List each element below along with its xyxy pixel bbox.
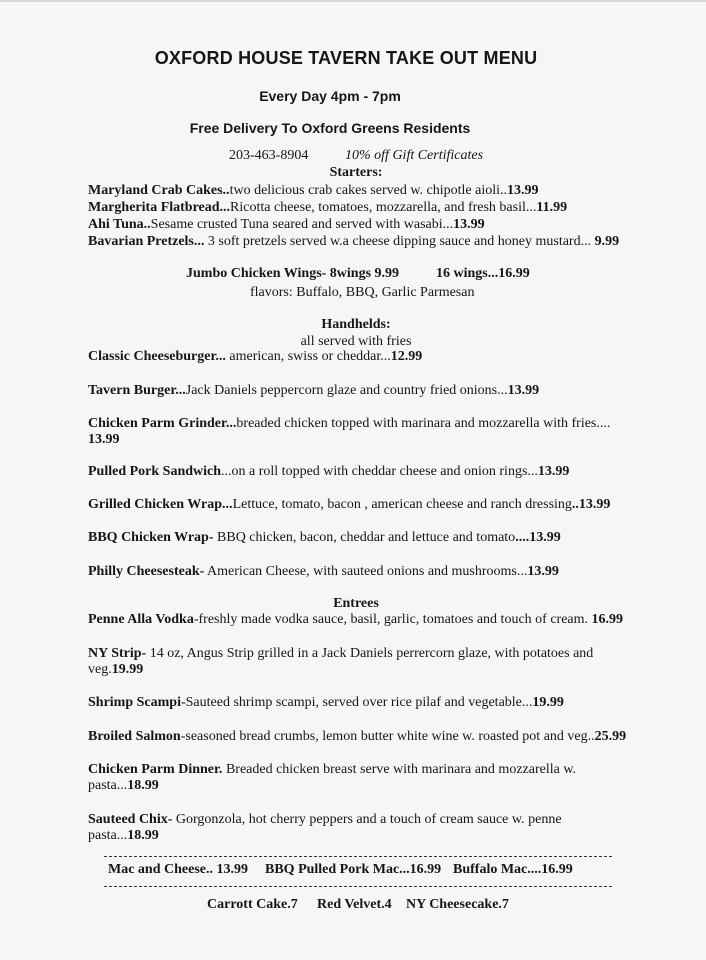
wings-8-price: Jumbo Chicken Wings- 8wings 9.99 (186, 266, 400, 281)
menu-title: OXFORD HOUSE TAVERN TAKE OUT MENU (154, 48, 538, 68)
item-price: ..13.99 (571, 497, 611, 512)
item-price: 18.99 (127, 828, 159, 843)
item-price: 25.99 (594, 729, 627, 744)
gift-certificate-offer: 10% off Gift Certificates (345, 148, 484, 163)
item-price: ....13.99 (515, 530, 561, 545)
item-name: Maryland Crab Cakes.. (88, 183, 230, 198)
handhelds-heading: Handhelds: (321, 317, 391, 332)
item-name: NY Strip- (88, 646, 147, 661)
menu-item (88, 812, 618, 844)
menu-item (88, 729, 627, 745)
dashed-divider (104, 856, 612, 857)
menu-item (88, 497, 618, 513)
menu-item (88, 217, 618, 233)
menu-item (88, 762, 618, 794)
item-name: Broiled Salmon (88, 729, 181, 744)
item-name: Chicken Parm Dinner. (88, 762, 223, 777)
item-price: 12.99 (390, 349, 423, 364)
item-desc: Sesame crusted Tuna seared and served with wasabi... (150, 217, 454, 232)
page-edge (0, 0, 706, 2)
menu-item (88, 200, 618, 216)
dashed-divider (104, 886, 612, 887)
item-name: Margherita Flatbread... (88, 200, 231, 215)
item-desc: -freshly made vodka sauce, basil, garlic, tomatoes and touch of cream. (193, 612, 592, 627)
item-desc: american, swiss or cheddar... (225, 349, 391, 364)
mac-and-cheese: Mac and Cheese.. 13.99 (108, 862, 248, 877)
menu-item (88, 464, 618, 480)
item-desc: Breaded chicken breast serve with marinara and mozzarella w. pasta... (88, 762, 577, 793)
item-desc: Gorgonzola, hot cherry peppers and a touch of cream sauce w. penne pasta... (88, 812, 562, 843)
delivery-line: Free Delivery To Oxford Greens Residents (189, 120, 471, 136)
menu-item (88, 183, 618, 199)
item-desc: BBQ chicken, bacon, cheddar and lettuce and tomato (213, 530, 516, 545)
item-desc: 3 soft pretzels served w.a cheese dipping sauce and honey mustard... (204, 234, 595, 249)
item-price: 19.99 (111, 662, 144, 677)
item-name: Shrimp Scampi (88, 695, 181, 710)
item-desc: 14 oz, Angus Strip grilled in a Jack Daniels perrercorn glaze, with potatoes and veg. (88, 646, 594, 677)
handhelds-note: all served with fries (300, 334, 412, 349)
item-price: 13.99 (527, 564, 559, 579)
item-price: 13.99 (507, 183, 539, 198)
item-desc: -Sauteed shrimp scampi, served over rice pilaf and vegetable... (180, 695, 533, 710)
phone-number: 203-463-8904 (229, 148, 309, 163)
item-price: 11.99 (536, 200, 568, 215)
menu-item (88, 695, 618, 711)
item-desc: Lettuce, tomato, bacon , american cheese and ranch dressing (232, 497, 572, 512)
menu-item (88, 612, 624, 628)
item-price: 9.99 (594, 234, 620, 249)
item-name: Sauteed Chix- (88, 812, 173, 827)
wing-flavors: flavors: Buffalo, BBQ, Garlic Parmesan (250, 285, 475, 300)
item-price: 13.99 (88, 432, 120, 447)
entrees-heading: Entrees (333, 596, 379, 611)
item-desc: ...on a roll topped with cheddar cheese and onion rings... (221, 464, 538, 479)
item-price: 16.99 (591, 612, 624, 627)
menu-item (88, 646, 618, 678)
item-price: 13.99 (453, 217, 485, 232)
menu-item (88, 530, 618, 546)
item-price: 13.99 (537, 464, 570, 479)
menu-item (88, 349, 618, 365)
item-desc: breaded chicken topped with marinara and mozzarella with fries.... (236, 416, 611, 431)
menu-item (88, 234, 618, 250)
item-price: 13.99 (507, 383, 540, 398)
wings-line (186, 266, 530, 282)
item-price: 18.99 (127, 778, 159, 793)
item-name: Tavern Burger... (88, 383, 186, 398)
item-name: Philly Cheesesteak- (88, 564, 205, 579)
bbq-pulled-pork-mac: BBQ Pulled Pork Mac...16.99 (265, 862, 442, 877)
menu-item (88, 416, 618, 448)
item-name: Classic Cheeseburger... (88, 349, 226, 364)
item-desc: Ricotta cheese, tomatoes, mozzarella, and fresh basil... (230, 200, 537, 215)
item-price: 19.99 (532, 695, 564, 710)
menu-item (88, 564, 618, 580)
item-name: Bavarian Pretzels... (88, 234, 205, 249)
item-name: Chicken Parm Grinder... (88, 416, 237, 431)
red-velvet: Red Velvet.4 (317, 897, 392, 912)
carrot-cake: Carrott Cake.7 (207, 897, 298, 912)
item-name: Pulled Pork Sandwich (88, 464, 222, 479)
item-name: Penne Alla Vodka (88, 612, 194, 627)
item-name: Grilled Chicken Wrap... (88, 497, 233, 512)
item-desc: two delicious crab cakes served w. chipotle aioli.. (229, 183, 508, 198)
item-desc: American Cheese, with sauteed onions and mushrooms... (204, 564, 528, 579)
item-name: Ahi Tuna.. (88, 217, 151, 232)
buffalo-mac: Buffalo Mac....16.99 (453, 862, 573, 877)
item-desc: Jack Daniels peppercorn glaze and country fried onions... (185, 383, 508, 398)
wings-16-price: 16 wings...16.99 (436, 266, 530, 281)
menu-item (88, 383, 618, 399)
hours-line: Every Day 4pm - 7pm (259, 88, 401, 104)
ny-cheesecake: NY Cheesecake.7 (406, 897, 509, 912)
starters-heading: Starters: (329, 165, 383, 180)
item-desc: -seasoned bread crumbs, lemon butter white wine w. roasted pot and veg.. (180, 729, 595, 744)
item-name: BBQ Chicken Wrap- (88, 530, 214, 545)
